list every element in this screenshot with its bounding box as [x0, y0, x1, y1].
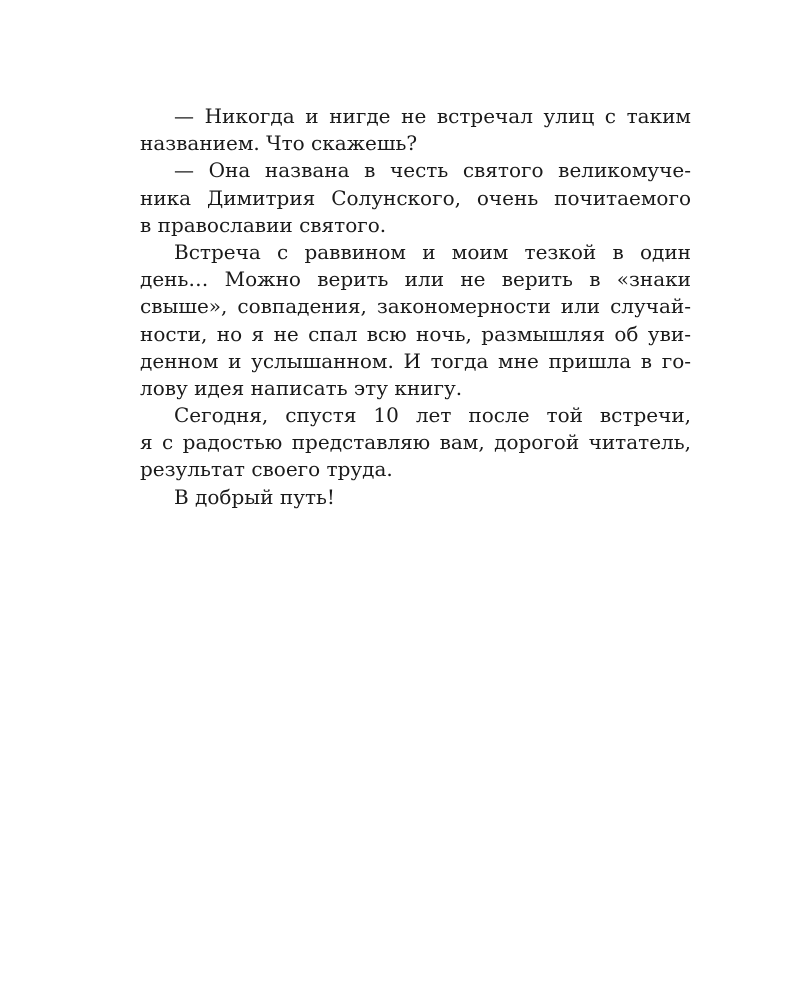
text-line: ника Димитрия Солунского, очень почитаемого [140, 185, 691, 210]
paragraph-1 [140, 103, 691, 157]
paragraph-3 [140, 239, 691, 402]
text-line: Встреча с раввином и моим тезкой в один [174, 239, 691, 264]
paragraph-4 [140, 402, 691, 484]
text-line: свыше», совпадения, закономерности или случай- [140, 294, 691, 319]
text-line: В добрый путь! [174, 484, 335, 509]
text-line: денном и услышанном. И тогда мне пришла в го- [140, 348, 691, 373]
text-line: Сегодня, спустя 10 лет после той встречи, [174, 403, 691, 428]
text-line: лову идея написать эту книгу. [140, 375, 463, 400]
text-line: ности, но я не спал всю ночь, размышляя об уви- [140, 321, 691, 346]
text-line: — Никогда и нигде не встречал улиц с таким [174, 104, 691, 128]
paragraph-2 [140, 157, 691, 239]
text-line: названием. Что скажешь? [140, 131, 418, 156]
text-line: в православии святого. [140, 212, 387, 237]
text-line: результат своего труда. [140, 457, 393, 482]
paragraph-5 [140, 484, 691, 511]
text-line: я с радостью представляю вам, дорогой читатель, [140, 430, 691, 455]
text-line: — Она названа в честь святого великомуче- [174, 158, 691, 183]
text-line: день… Можно верить или не верить в «знаки [140, 267, 691, 292]
body-text [140, 103, 691, 511]
